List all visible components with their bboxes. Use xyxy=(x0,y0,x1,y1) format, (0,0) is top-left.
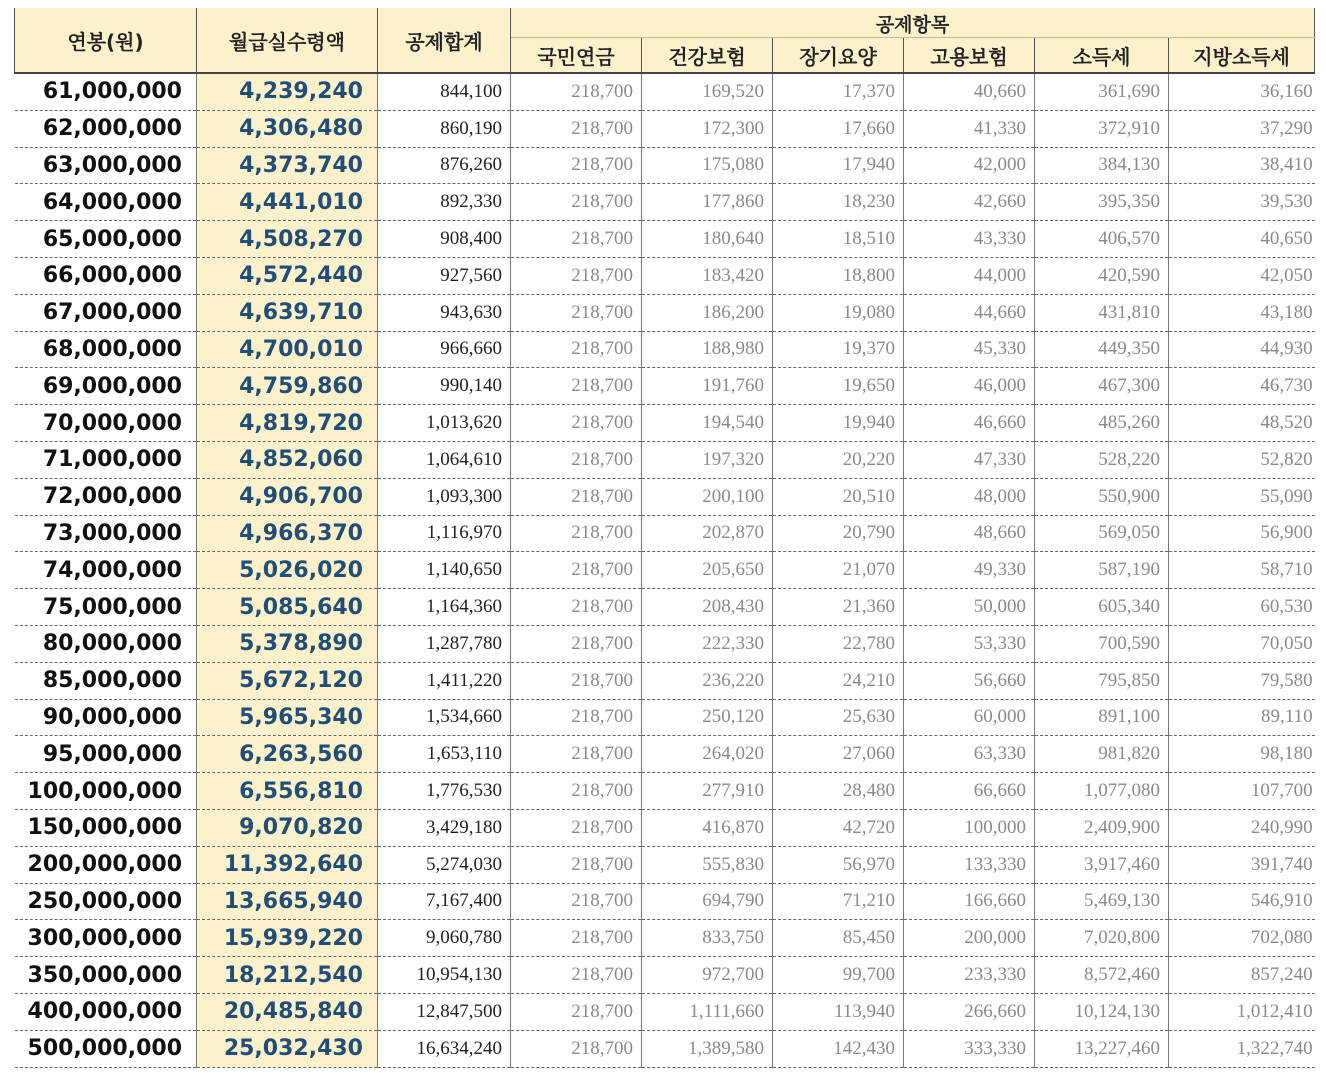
cell-national-pension[interactable]: 218,700 xyxy=(511,331,642,368)
table-header xyxy=(15,8,1315,73)
cell-deduction-total[interactable]: 943,630 xyxy=(378,294,511,331)
cell-national-pension[interactable]: 218,700 xyxy=(511,625,642,662)
cell-income-tax[interactable]: 700,590 xyxy=(1035,625,1169,662)
cell-salary[interactable]: 67,000,000 xyxy=(15,294,197,331)
cell-national-pension[interactable]: 218,700 xyxy=(511,368,642,405)
cell-deduction-total[interactable]: 16,634,240 xyxy=(378,1030,511,1067)
cell-deduction-total[interactable]: 3,429,180 xyxy=(378,809,511,846)
cell-long-term-care[interactable]: 19,370 xyxy=(773,331,904,368)
cell-local-income-tax[interactable]: 240,990 xyxy=(1169,809,1315,846)
cell-health-insurance[interactable]: 250,120 xyxy=(642,699,773,736)
cell-local-income-tax[interactable]: 52,820 xyxy=(1169,441,1315,478)
table-row xyxy=(15,331,1315,368)
cell-deduction-total[interactable]: 1,776,530 xyxy=(378,773,511,810)
cell-national-pension[interactable]: 218,700 xyxy=(511,515,642,552)
cell-local-income-tax[interactable]: 38,410 xyxy=(1169,147,1315,184)
cell-national-pension[interactable]: 218,700 xyxy=(511,957,642,994)
table-row xyxy=(15,73,1315,110)
table-row xyxy=(15,294,1315,331)
cell-income-tax[interactable]: 891,100 xyxy=(1035,699,1169,736)
cell-local-income-tax[interactable]: 44,930 xyxy=(1169,331,1315,368)
cell-income-tax[interactable]: 384,130 xyxy=(1035,147,1169,184)
cell-local-income-tax[interactable]: 1,012,410 xyxy=(1169,993,1315,1030)
cell-national-pension[interactable]: 218,700 xyxy=(511,294,642,331)
cell-national-pension[interactable]: 218,700 xyxy=(511,736,642,773)
cell-local-income-tax[interactable]: 42,050 xyxy=(1169,257,1315,294)
cell-monthly-net[interactable]: 4,373,740 xyxy=(197,147,378,184)
cell-local-income-tax[interactable]: 56,900 xyxy=(1169,515,1315,552)
cell-monthly-net[interactable]: 4,819,720 xyxy=(197,405,378,442)
table-row xyxy=(15,221,1315,258)
cell-national-pension[interactable]: 218,700 xyxy=(511,478,642,515)
cell-monthly-net[interactable]: 5,672,120 xyxy=(197,662,378,699)
cell-monthly-net[interactable]: 4,239,240 xyxy=(197,73,378,110)
cell-salary[interactable]: 62,000,000 xyxy=(15,110,197,147)
cell-monthly-net[interactable]: 4,441,010 xyxy=(197,184,378,221)
cell-deduction-total[interactable]: 1,411,220 xyxy=(378,662,511,699)
cell-monthly-net[interactable]: 4,906,700 xyxy=(197,478,378,515)
cell-salary[interactable]: 200,000,000 xyxy=(15,846,197,883)
header-health-insurance[interactable]: 건강보험 xyxy=(642,38,773,74)
table-row xyxy=(15,625,1315,662)
cell-income-tax[interactable]: 587,190 xyxy=(1035,552,1169,589)
cell-long-term-care[interactable]: 20,220 xyxy=(773,441,904,478)
cell-deduction-total[interactable]: 1,140,650 xyxy=(378,552,511,589)
cell-employment-insurance[interactable]: 42,000 xyxy=(904,147,1035,184)
cell-health-insurance[interactable]: 208,430 xyxy=(642,589,773,626)
salary-table-sheet xyxy=(14,8,1314,1068)
cell-long-term-care[interactable]: 28,480 xyxy=(773,773,904,810)
cell-salary[interactable]: 75,000,000 xyxy=(15,589,197,626)
table-row xyxy=(15,405,1315,442)
cell-national-pension[interactable]: 218,700 xyxy=(511,920,642,957)
cell-deduction-total[interactable]: 1,093,300 xyxy=(378,478,511,515)
header-local-income-tax[interactable]: 지방소득세 xyxy=(1169,38,1315,74)
table-row xyxy=(15,515,1315,552)
cell-income-tax[interactable]: 569,050 xyxy=(1035,515,1169,552)
cell-deduction-total[interactable]: 9,060,780 xyxy=(378,920,511,957)
cell-monthly-net[interactable]: 25,032,430 xyxy=(197,1030,378,1067)
cell-employment-insurance[interactable]: 50,000 xyxy=(904,589,1035,626)
cell-employment-insurance[interactable]: 233,330 xyxy=(904,957,1035,994)
cell-income-tax[interactable]: 2,409,900 xyxy=(1035,809,1169,846)
cell-local-income-tax[interactable]: 48,520 xyxy=(1169,405,1315,442)
cell-salary[interactable]: 300,000,000 xyxy=(15,920,197,957)
table-row xyxy=(15,773,1315,810)
cell-income-tax[interactable]: 13,227,460 xyxy=(1035,1030,1169,1067)
cell-employment-insurance[interactable]: 66,660 xyxy=(904,773,1035,810)
cell-health-insurance[interactable]: 555,830 xyxy=(642,846,773,883)
table-row xyxy=(15,957,1315,994)
cell-deduction-total[interactable]: 5,274,030 xyxy=(378,846,511,883)
cell-local-income-tax[interactable]: 55,090 xyxy=(1169,478,1315,515)
cell-deduction-total[interactable]: 927,560 xyxy=(378,257,511,294)
cell-long-term-care[interactable]: 19,940 xyxy=(773,405,904,442)
table-row xyxy=(15,809,1315,846)
cell-employment-insurance[interactable]: 63,330 xyxy=(904,736,1035,773)
header-deduction-group[interactable]: 공제항목 xyxy=(511,8,1315,38)
cell-salary[interactable]: 68,000,000 xyxy=(15,331,197,368)
cell-employment-insurance[interactable]: 45,330 xyxy=(904,331,1035,368)
table-row xyxy=(15,368,1315,405)
cell-health-insurance[interactable]: 264,020 xyxy=(642,736,773,773)
cell-health-insurance[interactable]: 197,320 xyxy=(642,441,773,478)
cell-income-tax[interactable]: 361,690 xyxy=(1035,73,1169,110)
cell-local-income-tax[interactable]: 39,530 xyxy=(1169,184,1315,221)
cell-monthly-net[interactable]: 18,212,540 xyxy=(197,957,378,994)
table-row xyxy=(15,589,1315,626)
cell-national-pension[interactable]: 218,700 xyxy=(511,221,642,258)
cell-income-tax[interactable]: 431,810 xyxy=(1035,294,1169,331)
cell-long-term-care[interactable]: 71,210 xyxy=(773,883,904,920)
table-row xyxy=(15,184,1315,221)
cell-health-insurance[interactable]: 191,760 xyxy=(642,368,773,405)
cell-health-insurance[interactable]: 183,420 xyxy=(642,257,773,294)
cell-monthly-net[interactable]: 4,306,480 xyxy=(197,110,378,147)
cell-health-insurance[interactable]: 194,540 xyxy=(642,405,773,442)
cell-health-insurance[interactable]: 186,200 xyxy=(642,294,773,331)
cell-income-tax[interactable]: 406,570 xyxy=(1035,221,1169,258)
cell-long-term-care[interactable]: 18,800 xyxy=(773,257,904,294)
cell-deduction-total[interactable]: 908,400 xyxy=(378,221,511,258)
cell-deduction-total[interactable]: 1,534,660 xyxy=(378,699,511,736)
table-row xyxy=(15,257,1315,294)
cell-salary[interactable]: 71,000,000 xyxy=(15,441,197,478)
cell-long-term-care[interactable]: 25,630 xyxy=(773,699,904,736)
cell-health-insurance[interactable]: 277,910 xyxy=(642,773,773,810)
cell-national-pension[interactable]: 218,700 xyxy=(511,883,642,920)
cell-employment-insurance[interactable]: 200,000 xyxy=(904,920,1035,957)
cell-deduction-total[interactable]: 966,660 xyxy=(378,331,511,368)
cell-deduction-total[interactable]: 1,013,620 xyxy=(378,405,511,442)
header-salary[interactable]: 연봉(원) xyxy=(15,8,197,73)
cell-national-pension[interactable]: 218,700 xyxy=(511,589,642,626)
cell-national-pension[interactable]: 218,700 xyxy=(511,809,642,846)
header-national-pension[interactable]: 국민연금 xyxy=(511,38,642,74)
cell-long-term-care[interactable]: 56,970 xyxy=(773,846,904,883)
cell-deduction-total[interactable]: 10,954,130 xyxy=(378,957,511,994)
cell-health-insurance[interactable]: 416,870 xyxy=(642,809,773,846)
cell-local-income-tax[interactable]: 1,322,740 xyxy=(1169,1030,1315,1067)
cell-long-term-care[interactable]: 19,080 xyxy=(773,294,904,331)
cell-salary[interactable]: 400,000,000 xyxy=(15,993,197,1030)
table-row xyxy=(15,883,1315,920)
cell-employment-insurance[interactable]: 46,000 xyxy=(904,368,1035,405)
cell-salary[interactable]: 66,000,000 xyxy=(15,257,197,294)
cell-salary[interactable]: 95,000,000 xyxy=(15,736,197,773)
header-income-tax[interactable]: 소득세 xyxy=(1035,38,1169,74)
cell-health-insurance[interactable]: 222,330 xyxy=(642,625,773,662)
cell-deduction-total[interactable]: 1,064,610 xyxy=(378,441,511,478)
cell-income-tax[interactable]: 395,350 xyxy=(1035,184,1169,221)
cell-long-term-care[interactable]: 20,790 xyxy=(773,515,904,552)
cell-long-term-care[interactable]: 17,940 xyxy=(773,147,904,184)
cell-local-income-tax[interactable]: 36,160 xyxy=(1169,73,1315,110)
cell-local-income-tax[interactable]: 58,710 xyxy=(1169,552,1315,589)
cell-monthly-net[interactable]: 6,263,560 xyxy=(197,736,378,773)
cell-employment-insurance[interactable]: 47,330 xyxy=(904,441,1035,478)
table-row xyxy=(15,110,1315,147)
cell-monthly-net[interactable]: 9,070,820 xyxy=(197,809,378,846)
cell-health-insurance[interactable]: 1,111,660 xyxy=(642,993,773,1030)
cell-income-tax[interactable]: 795,850 xyxy=(1035,662,1169,699)
cell-salary[interactable]: 69,000,000 xyxy=(15,368,197,405)
cell-deduction-total[interactable]: 876,260 xyxy=(378,147,511,184)
table-row xyxy=(15,736,1315,773)
cell-health-insurance[interactable]: 169,520 xyxy=(642,73,773,110)
table-row xyxy=(15,662,1315,699)
cell-health-insurance[interactable]: 202,870 xyxy=(642,515,773,552)
cell-deduction-total[interactable]: 1,287,780 xyxy=(378,625,511,662)
cell-income-tax[interactable]: 7,020,800 xyxy=(1035,920,1169,957)
cell-employment-insurance[interactable]: 48,000 xyxy=(904,478,1035,515)
cell-deduction-total[interactable]: 892,330 xyxy=(378,184,511,221)
cell-monthly-net[interactable]: 4,700,010 xyxy=(197,331,378,368)
cell-monthly-net[interactable]: 4,852,060 xyxy=(197,441,378,478)
cell-salary[interactable]: 74,000,000 xyxy=(15,552,197,589)
cell-monthly-net[interactable]: 5,026,020 xyxy=(197,552,378,589)
cell-income-tax[interactable]: 5,469,130 xyxy=(1035,883,1169,920)
cell-income-tax[interactable]: 3,917,460 xyxy=(1035,846,1169,883)
cell-salary[interactable]: 500,000,000 xyxy=(15,1030,197,1067)
table-row xyxy=(15,993,1315,1030)
table-row xyxy=(15,699,1315,736)
table-row xyxy=(15,147,1315,184)
cell-monthly-net[interactable]: 13,665,940 xyxy=(197,883,378,920)
cell-long-term-care[interactable]: 24,210 xyxy=(773,662,904,699)
cell-salary[interactable]: 350,000,000 xyxy=(15,957,197,994)
cell-deduction-total[interactable]: 7,167,400 xyxy=(378,883,511,920)
cell-long-term-care[interactable]: 22,780 xyxy=(773,625,904,662)
cell-national-pension[interactable]: 218,700 xyxy=(511,405,642,442)
cell-long-term-care[interactable]: 18,510 xyxy=(773,221,904,258)
cell-local-income-tax[interactable]: 107,700 xyxy=(1169,773,1315,810)
cell-long-term-care[interactable]: 20,510 xyxy=(773,478,904,515)
cell-salary[interactable]: 63,000,000 xyxy=(15,147,197,184)
cell-national-pension[interactable]: 218,700 xyxy=(511,147,642,184)
cell-local-income-tax[interactable]: 37,290 xyxy=(1169,110,1315,147)
cell-long-term-care[interactable]: 19,650 xyxy=(773,368,904,405)
cell-national-pension[interactable]: 218,700 xyxy=(511,441,642,478)
cell-employment-insurance[interactable]: 56,660 xyxy=(904,662,1035,699)
cell-national-pension[interactable]: 218,700 xyxy=(511,699,642,736)
cell-national-pension[interactable]: 218,700 xyxy=(511,846,642,883)
table-row xyxy=(15,920,1315,957)
cell-national-pension[interactable]: 218,700 xyxy=(511,257,642,294)
cell-local-income-tax[interactable]: 46,730 xyxy=(1169,368,1315,405)
cell-employment-insurance[interactable]: 133,330 xyxy=(904,846,1035,883)
cell-local-income-tax[interactable]: 546,910 xyxy=(1169,883,1315,920)
cell-health-insurance[interactable]: 694,790 xyxy=(642,883,773,920)
table-row xyxy=(15,478,1315,515)
header-monthly-net[interactable]: 월급실수령액 xyxy=(197,8,378,73)
cell-employment-insurance[interactable]: 100,000 xyxy=(904,809,1035,846)
cell-income-tax[interactable]: 1,077,080 xyxy=(1035,773,1169,810)
cell-deduction-total[interactable]: 860,190 xyxy=(378,110,511,147)
cell-monthly-net[interactable]: 6,556,810 xyxy=(197,773,378,810)
cell-local-income-tax[interactable]: 79,580 xyxy=(1169,662,1315,699)
cell-monthly-net[interactable]: 4,508,270 xyxy=(197,221,378,258)
header-employment-insurance[interactable]: 고용보험 xyxy=(904,38,1035,74)
cell-monthly-net[interactable]: 5,965,340 xyxy=(197,699,378,736)
cell-monthly-net[interactable]: 5,085,640 xyxy=(197,589,378,626)
cell-income-tax[interactable]: 420,590 xyxy=(1035,257,1169,294)
cell-income-tax[interactable]: 528,220 xyxy=(1035,441,1169,478)
cell-health-insurance[interactable]: 1,389,580 xyxy=(642,1030,773,1067)
header-long-term-care[interactable]: 장기요양 xyxy=(773,38,904,74)
cell-employment-insurance[interactable]: 266,660 xyxy=(904,993,1035,1030)
cell-long-term-care[interactable]: 17,660 xyxy=(773,110,904,147)
cell-health-insurance[interactable]: 200,100 xyxy=(642,478,773,515)
cell-long-term-care[interactable]: 21,360 xyxy=(773,589,904,626)
cell-national-pension[interactable]: 218,700 xyxy=(511,993,642,1030)
cell-income-tax[interactable]: 449,350 xyxy=(1035,331,1169,368)
cell-employment-insurance[interactable]: 49,330 xyxy=(904,552,1035,589)
cell-monthly-net[interactable]: 4,572,440 xyxy=(197,257,378,294)
cell-local-income-tax[interactable]: 98,180 xyxy=(1169,736,1315,773)
cell-employment-insurance[interactable]: 48,660 xyxy=(904,515,1035,552)
cell-salary[interactable]: 85,000,000 xyxy=(15,662,197,699)
cell-long-term-care[interactable]: 142,430 xyxy=(773,1030,904,1067)
cell-employment-insurance[interactable]: 42,660 xyxy=(904,184,1035,221)
cell-salary[interactable]: 65,000,000 xyxy=(15,221,197,258)
cell-health-insurance[interactable]: 236,220 xyxy=(642,662,773,699)
cell-health-insurance[interactable]: 180,640 xyxy=(642,221,773,258)
cell-salary[interactable]: 150,000,000 xyxy=(15,809,197,846)
cell-income-tax[interactable]: 372,910 xyxy=(1035,110,1169,147)
cell-health-insurance[interactable]: 833,750 xyxy=(642,920,773,957)
cell-health-insurance[interactable]: 172,300 xyxy=(642,110,773,147)
cell-national-pension[interactable]: 218,700 xyxy=(511,773,642,810)
cell-income-tax[interactable]: 467,300 xyxy=(1035,368,1169,405)
cell-salary[interactable]: 250,000,000 xyxy=(15,883,197,920)
cell-local-income-tax[interactable]: 391,740 xyxy=(1169,846,1315,883)
cell-deduction-total[interactable]: 1,164,360 xyxy=(378,589,511,626)
cell-health-insurance[interactable]: 188,980 xyxy=(642,331,773,368)
cell-local-income-tax[interactable]: 857,240 xyxy=(1169,957,1315,994)
cell-salary[interactable]: 80,000,000 xyxy=(15,625,197,662)
cell-salary[interactable]: 72,000,000 xyxy=(15,478,197,515)
header-deduction-total[interactable]: 공제합계 xyxy=(378,8,511,73)
cell-deduction-total[interactable]: 1,116,970 xyxy=(378,515,511,552)
cell-salary[interactable]: 100,000,000 xyxy=(15,773,197,810)
cell-local-income-tax[interactable]: 43,180 xyxy=(1169,294,1315,331)
salary-table xyxy=(14,8,1315,1068)
cell-salary[interactable]: 73,000,000 xyxy=(15,515,197,552)
cell-local-income-tax[interactable]: 70,050 xyxy=(1169,625,1315,662)
cell-employment-insurance[interactable]: 46,660 xyxy=(904,405,1035,442)
cell-employment-insurance[interactable]: 41,330 xyxy=(904,110,1035,147)
cell-deduction-total[interactable]: 12,847,500 xyxy=(378,993,511,1030)
cell-income-tax[interactable]: 981,820 xyxy=(1035,736,1169,773)
cell-monthly-net[interactable]: 15,939,220 xyxy=(197,920,378,957)
cell-employment-insurance[interactable]: 166,660 xyxy=(904,883,1035,920)
cell-employment-insurance[interactable]: 44,000 xyxy=(904,257,1035,294)
cell-health-insurance[interactable]: 177,860 xyxy=(642,184,773,221)
cell-long-term-care[interactable]: 99,700 xyxy=(773,957,904,994)
cell-monthly-net[interactable]: 4,759,860 xyxy=(197,368,378,405)
cell-deduction-total[interactable]: 1,653,110 xyxy=(378,736,511,773)
cell-monthly-net[interactable]: 4,639,710 xyxy=(197,294,378,331)
cell-salary[interactable]: 70,000,000 xyxy=(15,405,197,442)
cell-employment-insurance[interactable]: 53,330 xyxy=(904,625,1035,662)
cell-national-pension[interactable]: 218,700 xyxy=(511,552,642,589)
cell-employment-insurance[interactable]: 44,660 xyxy=(904,294,1035,331)
cell-health-insurance[interactable]: 972,700 xyxy=(642,957,773,994)
cell-long-term-care[interactable]: 42,720 xyxy=(773,809,904,846)
cell-long-term-care[interactable]: 113,940 xyxy=(773,993,904,1030)
cell-national-pension[interactable]: 218,700 xyxy=(511,73,642,110)
cell-long-term-care[interactable]: 85,450 xyxy=(773,920,904,957)
cell-employment-insurance[interactable]: 40,660 xyxy=(904,73,1035,110)
cell-income-tax[interactable]: 10,124,130 xyxy=(1035,993,1169,1030)
cell-long-term-care[interactable]: 21,070 xyxy=(773,552,904,589)
cell-salary[interactable]: 61,000,000 xyxy=(15,73,197,110)
cell-income-tax[interactable]: 550,900 xyxy=(1035,478,1169,515)
cell-long-term-care[interactable]: 27,060 xyxy=(773,736,904,773)
cell-deduction-total[interactable]: 844,100 xyxy=(378,73,511,110)
cell-national-pension[interactable]: 218,700 xyxy=(511,184,642,221)
cell-monthly-net[interactable]: 5,378,890 xyxy=(197,625,378,662)
cell-deduction-total[interactable]: 990,140 xyxy=(378,368,511,405)
cell-national-pension[interactable]: 218,700 xyxy=(511,1030,642,1067)
table-row xyxy=(15,1030,1315,1067)
table-body xyxy=(15,73,1315,1067)
cell-income-tax[interactable]: 8,572,460 xyxy=(1035,957,1169,994)
cell-national-pension[interactable]: 218,700 xyxy=(511,110,642,147)
cell-health-insurance[interactable]: 205,650 xyxy=(642,552,773,589)
cell-monthly-net[interactable]: 20,485,840 xyxy=(197,993,378,1030)
cell-monthly-net[interactable]: 11,392,640 xyxy=(197,846,378,883)
cell-employment-insurance[interactable]: 60,000 xyxy=(904,699,1035,736)
table-row xyxy=(15,846,1315,883)
cell-local-income-tax[interactable]: 40,650 xyxy=(1169,221,1315,258)
cell-salary[interactable]: 64,000,000 xyxy=(15,184,197,221)
cell-long-term-care[interactable]: 17,370 xyxy=(773,73,904,110)
cell-monthly-net[interactable]: 4,966,370 xyxy=(197,515,378,552)
cell-long-term-care[interactable]: 18,230 xyxy=(773,184,904,221)
cell-national-pension[interactable]: 218,700 xyxy=(511,662,642,699)
cell-local-income-tax[interactable]: 60,530 xyxy=(1169,589,1315,626)
cell-income-tax[interactable]: 485,260 xyxy=(1035,405,1169,442)
cell-local-income-tax[interactable]: 89,110 xyxy=(1169,699,1315,736)
cell-local-income-tax[interactable]: 702,080 xyxy=(1169,920,1315,957)
cell-health-insurance[interactable]: 175,080 xyxy=(642,147,773,184)
cell-employment-insurance[interactable]: 43,330 xyxy=(904,221,1035,258)
table-row xyxy=(15,552,1315,589)
cell-employment-insurance[interactable]: 333,330 xyxy=(904,1030,1035,1067)
table-row xyxy=(15,441,1315,478)
cell-salary[interactable]: 90,000,000 xyxy=(15,699,197,736)
cell-income-tax[interactable]: 605,340 xyxy=(1035,589,1169,626)
